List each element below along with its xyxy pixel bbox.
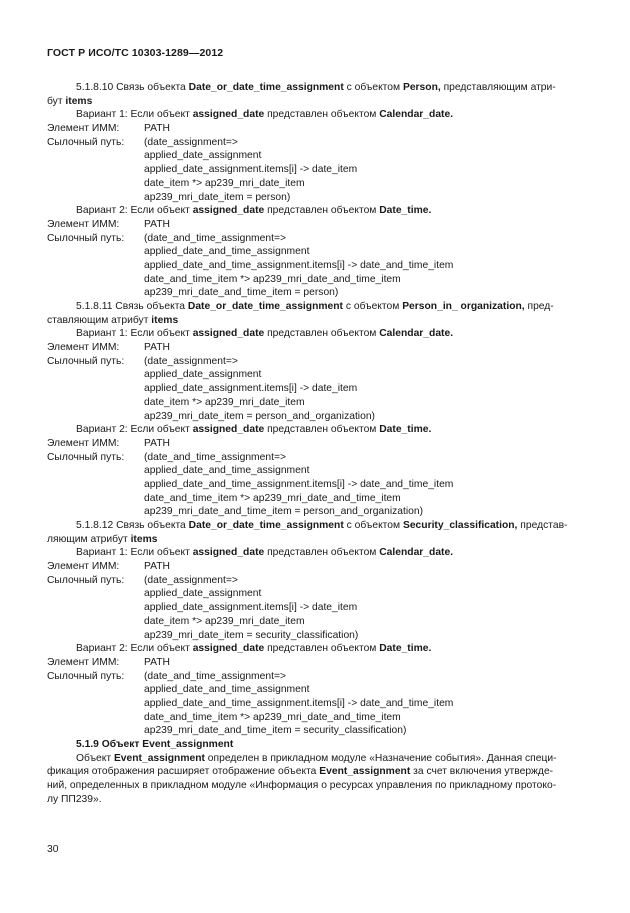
ref-path-row	[47, 136, 583, 150]
paragraph-line	[47, 752, 583, 766]
text-fragment: Date_or_date_time_assignment	[187, 301, 343, 312]
text-fragment: представлен объектом	[264, 328, 380, 340]
ref-path-line: ap239_mri_date_item = security_classification)	[144, 629, 359, 641]
ref-path-label: Сылочный путь:	[47, 574, 125, 586]
ref-path-lines	[47, 464, 583, 519]
text-fragment: Calendar_date.	[379, 547, 454, 559]
text-fragment: определен в прикладном модуле «Назначение события». Данная специ-	[204, 752, 557, 764]
text-fragment: 5.1.8.10 Связь объекта	[76, 82, 189, 93]
ref-path-line: applied_date_and_time_assignment.items[i] -> date_and_time_item	[144, 478, 454, 490]
paragraph-line: ний, определенных в прикладном модуле «Информация о ресурсах управления по прикладному протоко-	[47, 780, 557, 792]
ref-path-line: applied_date_assignment.items[i] -> date_item	[144, 602, 358, 614]
ref-path-row	[47, 232, 583, 246]
text-fragment: пред-	[524, 301, 554, 312]
section-block	[47, 300, 583, 327]
document-header: ГОСТ Р ИСО/ТС 10303-1289—2012	[47, 47, 224, 59]
element-value: PATH	[144, 218, 170, 230]
text-fragment: с объектом	[342, 301, 403, 312]
text-fragment: Вариант 1: Если объект	[76, 547, 193, 559]
document-body	[47, 81, 583, 806]
text-fragment: Date_time.	[379, 424, 432, 436]
ref-path-first: (date_and_time_assignment=>	[144, 451, 286, 463]
text-fragment: Security_classification,	[402, 520, 518, 531]
ref-path-line: applied_date_and_time_assignment	[144, 246, 310, 258]
text-fragment: 5.1.8.11 Связь объекта	[76, 301, 188, 312]
section-intro	[47, 519, 583, 533]
text-fragment: assigned_date	[192, 328, 265, 340]
variant-heading	[47, 204, 583, 218]
ref-path-label: Сылочный путь:	[47, 451, 125, 463]
ref-path-line: applied_date_assignment.items[i] -> date_item	[144, 383, 358, 395]
text-fragment: фикация отображения расширяет отображение объекта	[47, 766, 320, 778]
ref-path-row	[47, 670, 583, 684]
text-fragment: представлен объектом	[264, 109, 380, 121]
text-fragment: Вариант 2: Если объект	[76, 205, 193, 217]
ref-path-line: ap239_mri_date_and_time_item = security_classification)	[144, 725, 407, 737]
text-fragment: assigned_date	[192, 643, 265, 655]
ref-path-lines	[47, 683, 583, 738]
ref-path-line: applied_date_assignment	[144, 588, 262, 600]
ref-path-line: date_and_time_item *> ap239_mri_date_and_time_item	[144, 273, 401, 285]
text-fragment: представляющим атри-	[440, 82, 556, 93]
variant-block	[47, 642, 583, 738]
ref-path-lines	[47, 149, 583, 204]
variant-block	[47, 546, 583, 642]
paragraph-line: лу ПП239».	[47, 793, 102, 805]
variant-block	[47, 327, 583, 423]
text-fragment: 5.1.8.12 Связь объекта	[76, 520, 189, 531]
element-label: Элемент ИММ:	[47, 656, 120, 668]
text-fragment: ставляющим атрибут	[47, 314, 152, 326]
event-assignment-section	[47, 738, 583, 806]
variant-heading	[47, 108, 583, 122]
ref-path-line: applied_date_assignment.items[i] -> date_item	[144, 164, 358, 176]
ref-path-line: ap239_mri_date_and_time_item = person)	[144, 287, 339, 299]
paragraph-line	[47, 765, 583, 779]
section-intro	[47, 300, 583, 314]
element-label: Элемент ИММ:	[47, 437, 120, 449]
text-fragment: Calendar_date.	[379, 109, 454, 121]
ref-path-line: date_and_time_item *> ap239_mri_date_and_time_item	[144, 711, 401, 723]
element-label: Элемент ИММ:	[47, 218, 120, 230]
text-fragment: представлен объектом	[264, 643, 380, 655]
text-fragment: Person_in_ organization,	[402, 301, 525, 312]
section-intro-continued	[47, 95, 583, 109]
ref-path-line: ap239_mri_date_and_time_item = person_and_organization)	[144, 506, 424, 518]
element-value: PATH	[144, 561, 170, 573]
ref-path-label: Сылочный путь:	[47, 670, 125, 682]
element-row	[47, 437, 583, 451]
text-fragment: items	[65, 95, 93, 107]
text-fragment: представлен объектом	[264, 205, 380, 217]
element-row	[47, 656, 583, 670]
ref-path-line: date_item *> ap239_mri_date_item	[144, 177, 305, 189]
element-label: Элемент ИММ:	[47, 561, 120, 573]
text-fragment: Calendar_date.	[379, 328, 454, 340]
ref-path-label: Сылочный путь:	[47, 355, 125, 367]
text-fragment: Date_or_date_time_assignment	[188, 520, 344, 531]
ref-path-line: applied_date_and_time_assignment.items[i] -> date_and_time_item	[144, 697, 454, 709]
section-heading-text: 5.1.9 Объект Event_assignment	[76, 739, 234, 750]
text-fragment: Date_or_date_time_assignment	[188, 82, 344, 93]
text-fragment: Вариант 2: Если объект	[76, 424, 193, 436]
element-label: Элемент ИММ:	[47, 342, 120, 354]
variant-block	[47, 108, 583, 204]
text-fragment: с объектом	[343, 82, 403, 93]
text-fragment: представ-	[517, 520, 568, 531]
section-intro	[47, 81, 583, 95]
variant-heading	[47, 327, 583, 341]
ref-path-line: date_and_time_item *> ap239_mri_date_and_time_item	[144, 492, 401, 504]
ref-path-line: ap239_mri_date_item = person_and_organization)	[144, 410, 375, 422]
section-heading	[47, 738, 583, 752]
ref-path-line: date_item *> ap239_mri_date_item	[144, 396, 305, 408]
text-fragment: Date_time.	[379, 205, 432, 217]
element-row	[47, 218, 583, 232]
ref-path-first: (date_and_time_assignment=>	[144, 232, 286, 244]
text-fragment: Объект	[76, 752, 114, 764]
text-fragment: ляющим атрибут	[47, 533, 131, 545]
text-fragment: Вариант 1: Если объект	[76, 328, 193, 340]
element-row	[47, 560, 583, 574]
variant-heading	[47, 423, 583, 437]
ref-path-line: ap239_mri_date_item = person)	[144, 191, 291, 203]
ref-path-lines	[47, 587, 583, 642]
ref-path-line: date_item *> ap239_mri_date_item	[144, 615, 305, 627]
text-fragment: Event_assignment	[319, 766, 411, 778]
ref-path-label: Сылочный путь:	[47, 136, 125, 148]
element-value: PATH	[144, 123, 170, 135]
section-intro-continued	[47, 314, 583, 328]
element-row	[47, 341, 583, 355]
text-fragment: Event_assignment	[113, 752, 205, 764]
ref-path-row	[47, 574, 583, 588]
ref-path-lines	[47, 368, 583, 423]
ref-path-line: applied_date_and_time_assignment.items[i] -> date_and_time_item	[144, 259, 454, 271]
text-fragment: Person,	[402, 82, 441, 93]
text-fragment: items	[151, 314, 179, 326]
text-fragment: представлен объектом	[264, 547, 380, 559]
ref-path-line: applied_date_assignment	[144, 150, 262, 162]
section-block	[47, 519, 583, 546]
section-block	[47, 81, 583, 108]
element-row	[47, 122, 583, 136]
ref-path-first: (date_assignment=>	[144, 136, 238, 148]
ref-path-line: applied_date_and_time_assignment	[144, 465, 310, 477]
variant-block	[47, 423, 583, 519]
ref-path-first: (date_and_time_assignment=>	[144, 670, 286, 682]
variant-heading	[47, 546, 583, 560]
ref-path-label: Сылочный путь:	[47, 232, 125, 244]
ref-path-row	[47, 451, 583, 465]
ref-path-first: (date_assignment=>	[144, 574, 238, 586]
text-fragment: assigned_date	[192, 109, 265, 121]
ref-path-line: applied_date_and_time_assignment	[144, 684, 310, 696]
ref-path-lines	[47, 245, 583, 300]
element-value: PATH	[144, 656, 170, 668]
variant-block	[47, 204, 583, 300]
ref-path-first: (date_assignment=>	[144, 355, 238, 367]
text-fragment: assigned_date	[192, 424, 265, 436]
text-fragment: Вариант 2: Если объект	[76, 643, 193, 655]
text-fragment: представлен объектом	[264, 424, 380, 436]
section-intro-continued	[47, 533, 583, 547]
text-fragment: items	[130, 533, 158, 545]
page-number: 30	[47, 844, 59, 855]
element-label: Элемент ИММ:	[47, 123, 120, 135]
ref-path-row	[47, 355, 583, 369]
element-value: PATH	[144, 342, 170, 354]
text-fragment: Вариант 1: Если объект	[76, 109, 193, 121]
ref-path-line: applied_date_assignment	[144, 369, 262, 381]
text-fragment: assigned_date	[192, 547, 265, 559]
text-fragment: за счет включения утвержде-	[410, 766, 554, 778]
text-fragment: бут	[47, 95, 66, 107]
text-fragment: Date_time.	[379, 643, 432, 655]
element-value: PATH	[144, 437, 170, 449]
variant-heading	[47, 642, 583, 656]
text-fragment: с объектом	[343, 520, 403, 531]
text-fragment: assigned_date	[192, 205, 265, 217]
